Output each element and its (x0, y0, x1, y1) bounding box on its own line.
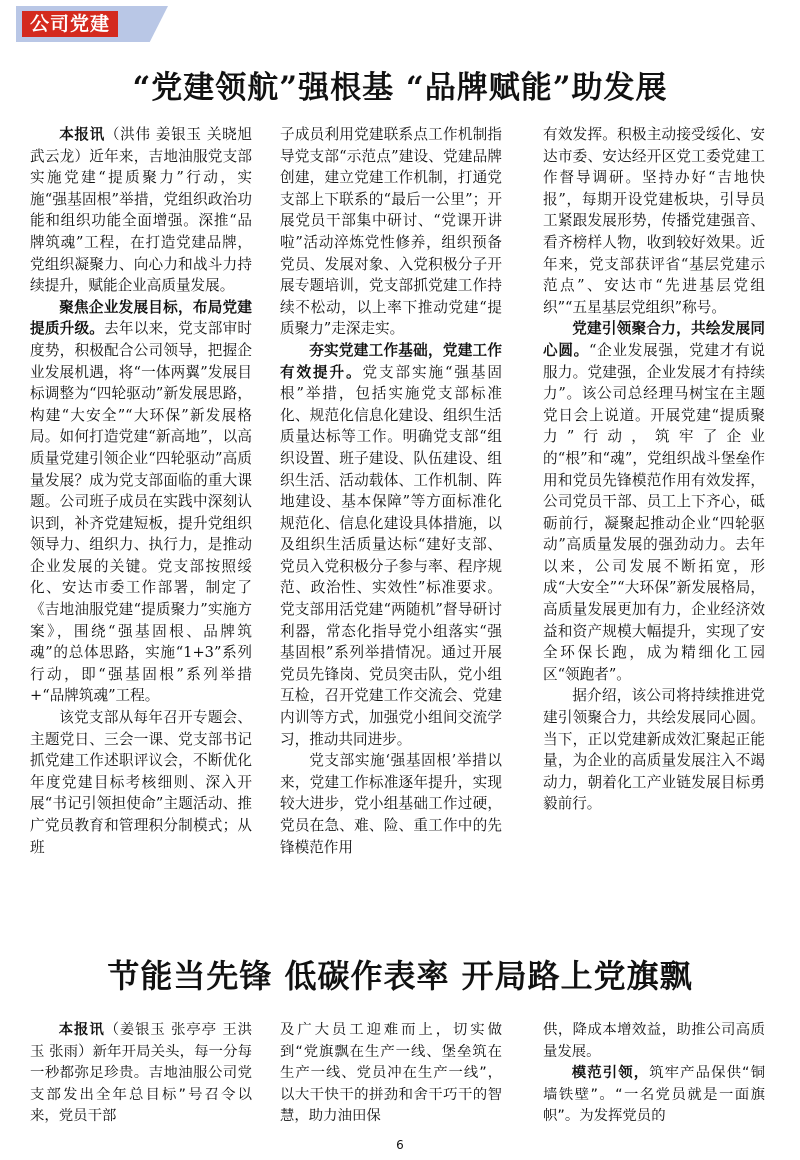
paragraph (543, 1020, 765, 1063)
article2-column-1 (30, 1020, 252, 1128)
paragraph-text: 据介绍，该公司将持续推进党建引领聚合力，共绘发展同心圆。当下，正以党建新成效汇聚起正能量，为企业的高质量发展注入不竭动力，朝着化工产业链发展目标勇毅前行。 (543, 687, 765, 813)
article1-column-2 (280, 124, 502, 858)
paragraph (30, 297, 252, 707)
paragraph (30, 1020, 252, 1128)
paragraph (280, 1020, 502, 1128)
paragraph-text: （姜银玉 张亭亭 王洪玉 张雨）新年开局关头，每一分每一秒都弥足珍贵。吉地油服公司党支部发出全年总目标”号召令以来，党员干部 (30, 1022, 252, 1125)
page-number: 6 (396, 1138, 404, 1152)
paragraph-text: 该党支部从每年召开专题会、主题党日、三会一课、党支部书记抓党建工作述职评议会，不断优化年度党建目标考核细则、深入开展“书记引领担使命”主题活动、推广党员教育和管理积分制模式；从班 (30, 709, 252, 856)
paragraph (543, 318, 765, 685)
paragraph-lead: 党建引领聚合力，共绘发展同心圆。 (543, 320, 765, 359)
paragraph-text: “企业发展强，党建才有说服力。党建强，企业发展才有持续力”。该公司总经理马树宝在主题党日会上说道。开展党建“提质聚力”行动，筑牢了企业的“根”和“魂”，党组织战斗堡垒作用和党员先锋模范作用有效发挥，公司党员干部、员工上下齐心，砥砺前行，凝聚起推动企业“四轮驱动”高质量发展的强劲动力。去年以来，公司发展不断拓宽，形成“大安全”“大环保”新发展格局，高质量发展更加有力，企业经济效益和资产规模大幅提升，实现了安全环保长跑，成为精细化工园区“领跑者”。 (543, 341, 765, 683)
article1-column-3 (543, 124, 765, 815)
paragraph (543, 1063, 765, 1128)
paragraph-text: 供，降成本增效益，助推公司高质量发展。 (543, 1022, 765, 1060)
paragraph-lead: 夯实党建工作基础，党建工作有效提升。 (280, 341, 502, 381)
paragraph-text: （洪伟 姜银玉 关晓旭 武云龙）近年来，吉地油服党支部实施党建“提质聚力”行动，实施“强基固根”举措，党组织政治功能和组织功能全面增强。深推“品牌筑魂”工程，在打造党建品牌，党组织凝聚力、向心力和战斗力持续提升，赋能企业高质量发展。 (30, 126, 252, 295)
paragraph-lead: 本报讯 (59, 126, 105, 143)
paragraph-text: 子成员利用党建联系点工作机制指导党支部“示范点”建设、党建品牌创建，建立党建工作机制，打通党支部上下联系的“最后一公里”；开展党员干部集中研讨、“党课开讲啦”活动淬炼党性修养，组织预备党员、发展对象、入党积极分子开展专题培训，党支部抓党建工作持续不松动，以上率下推动党建“提质聚力”走深走实。 (280, 126, 502, 338)
paragraph (280, 124, 502, 340)
paragraph (543, 124, 765, 318)
paragraph-lead: 聚焦企业发展目标，布局党建提质升级。 (30, 298, 252, 338)
paragraph (280, 340, 502, 750)
article2-title: 节能当先锋 低碳作表率 开局路上党旗飘 (107, 957, 693, 995)
paragraph-text: 党支部实施“强基固根”举措，包括实施党支部标准化、规范化信息化建设、组织生活质量达标等工作。明确党支部“组织设置、班子建设、队伍建设、组织生活、活动载体、工作机制、阵地建设、基本保障”等方面标准化规范化、信息化建设具体措施，以及组织生活质量达标“建好支部、党员入党积极分子参与率、程序规范、政治性、实效性”标准要求。党支部用活党建“两随机”督导研讨利器，常态化指导党小组落实“强基固根”系列举措情况。通过开展党员先锋岗、党员突击队，党小组互检，召开党建工作交流会、党建内训等方式，加强党小组间交流学习，推动共同进步。 (280, 363, 502, 748)
article1-column-1 (30, 124, 252, 858)
paragraph-lead: 模范引领， (571, 1065, 650, 1082)
paragraph (543, 685, 765, 815)
article2-column-2 (280, 1020, 502, 1128)
article1-title: “党建领航”强根基 “品牌赋能”助发展 (132, 70, 668, 106)
section-banner (16, 6, 168, 42)
section-label: 公司党建 (22, 11, 118, 37)
paragraph-lead: 本报讯 (58, 1022, 105, 1038)
article2-column-3 (543, 1020, 765, 1128)
paragraph-text: 有效发挥。积极主动接受绥化、安达市委、安达经开区党工委党建工作督导调研。坚持办好“吉地快报”，每期开设党建板块，引导员工紧跟发展形势，传播党建强音、看齐榜样人物，收到较好效果。近年来，党支部获评省“基层党建示范点”、安达市“先进基层党组织”“五星基层党组织”称号。 (543, 126, 765, 316)
paragraph-text: 去年以来，党支部审时度势，积极配合公司领导，把握企业发展机遇，将“一体两翼”发展目标调整为“四轮驱动”新发展思路，构建“大安全”“大环保”新发展格局。如何打造党建“新高地”，以高质量党建引领企业“四轮驱动”高质量发展？成为党支部面临的重大课题。公司班子成员在实践中深刻认识到，补齐党建短板，提升党组织领导力、组织力、执行力，是推动企业发展的关键。党支部按照绥化、安达市委工作部署，制定了《吉地油服党建“提质聚力”实施方案》，围绕“强基固根、品牌筑魂”的总体思路，实施“1+3”系列行动，即“强基固根”系列举措+“品牌筑魂”工程。 (30, 320, 252, 705)
paragraph-text: 及广大员工迎难而上，切实做到“党旗飘在生产一线、堡垒筑在生产一线、党员冲在生产一线”，以大干快干的拼劲和舍干巧干的智慧，助力油田保 (280, 1022, 502, 1125)
paragraph (280, 750, 502, 858)
paragraph (30, 707, 252, 858)
paragraph-text: 筑牢产品保供“铜墙铁壁”。“一名党员就是一面旗帜”。为发挥党员的 (543, 1065, 765, 1125)
paragraph-text: 党支部实施‘强基固根’举措以来，党建工作标准逐年提升，实现较大进步，党小组基础工作过硬，党员在急、难、险、重工作中的先锋模范作用 (280, 752, 502, 856)
paragraph (30, 124, 252, 297)
